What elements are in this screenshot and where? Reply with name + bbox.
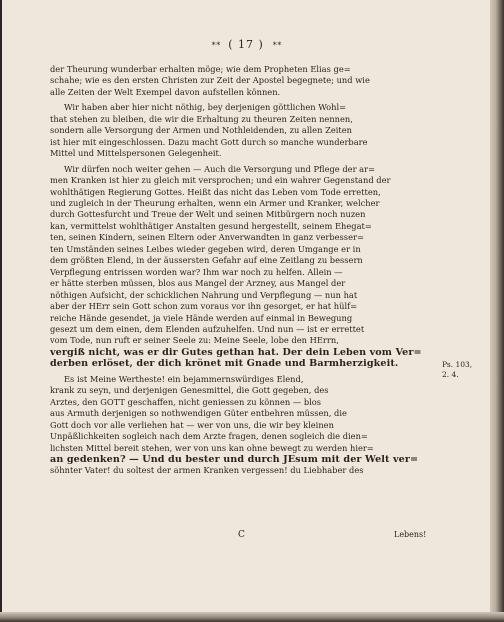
catchword: Lebens! (394, 530, 427, 539)
page-number: ( 17 ) (228, 38, 264, 51)
text-line: Wir haben aber hier nicht nöthig, bey derjenigen göttlichen Wohl= (64, 102, 347, 113)
text-line: ten Umständen seines Leibes wieder gegeben wird, deren Umgange er in (50, 243, 361, 254)
text-line: men Kranken ist hier zu gleich mit versprochen; und ein wahrer Gegenstand der (50, 175, 391, 186)
text-line: sondern alle Versorgung der Armen und Nothleidenden, zu allen Zeiten (50, 125, 352, 136)
text-line: und zugleich in der Theurung erhalten, wenn ein Armer und Kranker, welcher (50, 197, 380, 208)
text-line: der Theurung wunderbar erhalten möge; wie dem Propheten Elias ge= (50, 64, 351, 74)
text-line: söhnter Vater! du soltest der armen Kranken vergessen! du Liebhaber des (50, 465, 364, 476)
signature-mark: C (238, 530, 245, 540)
text-line-bold: derben erlöset, der dich krönet mit Gnade und Barmherzigkeit. (50, 358, 399, 370)
page-header (2, 38, 490, 51)
body-text (50, 64, 438, 477)
text-line: nöthigen Aufsicht, der schicklichen Nahrung und Verpflegung — nun hat (50, 289, 358, 300)
text-line: Wir dürfen noch weiter gehen — Auch die Versorgung und Pflege der ar= (64, 163, 376, 174)
text-line: Mittel und Mittelspersonen Gelegenheit. (50, 148, 222, 159)
text-line: wohlthätigen Regierung Gottes. Heißt das nicht das Leben vom Tode erretten, (50, 186, 381, 197)
text-line: er hätte sterben müssen, blos aus Mangel der Arzney, aus Mangel der (50, 278, 346, 289)
ornament-right: * * (272, 41, 281, 50)
text-line-bold: vergiß nicht, was er dir Gutes gethan hat. Der dein Leben vom Ver= (50, 346, 422, 358)
text-line: alle Zeiten der Welt Exempel davon aufstellen können. (50, 86, 281, 97)
text-line: schahe; wie es den ersten Christen zur Zeit der Apostel begegnete; und wie (50, 75, 370, 86)
text-line: lichsten Mittel bereit stehen, wer von uns kan ohne bewegt zu werden hier= (50, 442, 374, 453)
text-line: aus Armuth derjenigen so nothwendigen Güter entbehren müssen, die (50, 408, 347, 419)
text-line: Gott doch vor alle verliehen hat — wer von uns, die wir bey kleinen (50, 419, 334, 430)
text-line: gesezt um dem einen, dem Elenden aufzuhelfen. Und nun — ist er errettet (50, 323, 365, 334)
margin-note-verses: 2. 4. (442, 370, 459, 379)
text-line: vom Tode, nun ruft er seiner Seele zu: Meine Seele, lobe den HErrn, (50, 335, 339, 346)
book-edge-bottom (0, 612, 504, 622)
text-line: ist hier mit eingeschlossen. Dazu macht Gott durch so manche wunderbare (50, 136, 368, 147)
text-line: Verpflegung entrissen worden war? Ihm war noch zu helfen. Allein — (50, 266, 343, 277)
text-line: ten, seinen Kindern, seinen Eltern oder Anverwandten in ganz verbesser= (50, 232, 364, 243)
margin-note-ref: Ps. 103, (442, 360, 473, 369)
text-line: aber der HErr sein Gott schon zum voraus vor ihn gesorget, er hat hülf= (50, 301, 358, 312)
text-line-bold: an gedenken? — Und du bester und durch JEsum mit der Welt ver= (50, 453, 419, 465)
text-line: durch Gottesfurcht und Treue der Welt und seinen Mitbürgern noch nuzen (50, 209, 366, 220)
text-line: Unpäßlichkeiten sogleich nach dem Arzte fragen, denen sogleich die dien= (50, 431, 368, 442)
margin-note (442, 360, 472, 380)
book-page (2, 0, 490, 618)
text-line: reiche Hände gesendet, ja viele Hände werden auf einmal in Bewegung (50, 312, 353, 323)
text-line: Arztes, den GOTT geschaffen, nicht geniessen zu können — blos (50, 396, 322, 407)
text-line: kan, vermittelst wohlthätiger Anstalten gesund hergestellt, seinem Ehegat= (50, 220, 372, 231)
text-line: dem größten Elend, in der äussersten Gefahr auf eine Zeitlang zu bessern (50, 255, 363, 266)
text-line: Es ist Meine Wertheste! ein bejammernswürdiges Elend, (64, 373, 304, 384)
text-line: that stehen zu bleiben, die wir die Erhaltung zu theuren Zeiten nennen, (50, 113, 353, 124)
text-line: krank zu seyn, und derjenigen Genesmittel, die Gott gegeben, des (50, 385, 329, 396)
ornament-left: * * (211, 41, 220, 50)
book-edge-right (490, 0, 504, 622)
